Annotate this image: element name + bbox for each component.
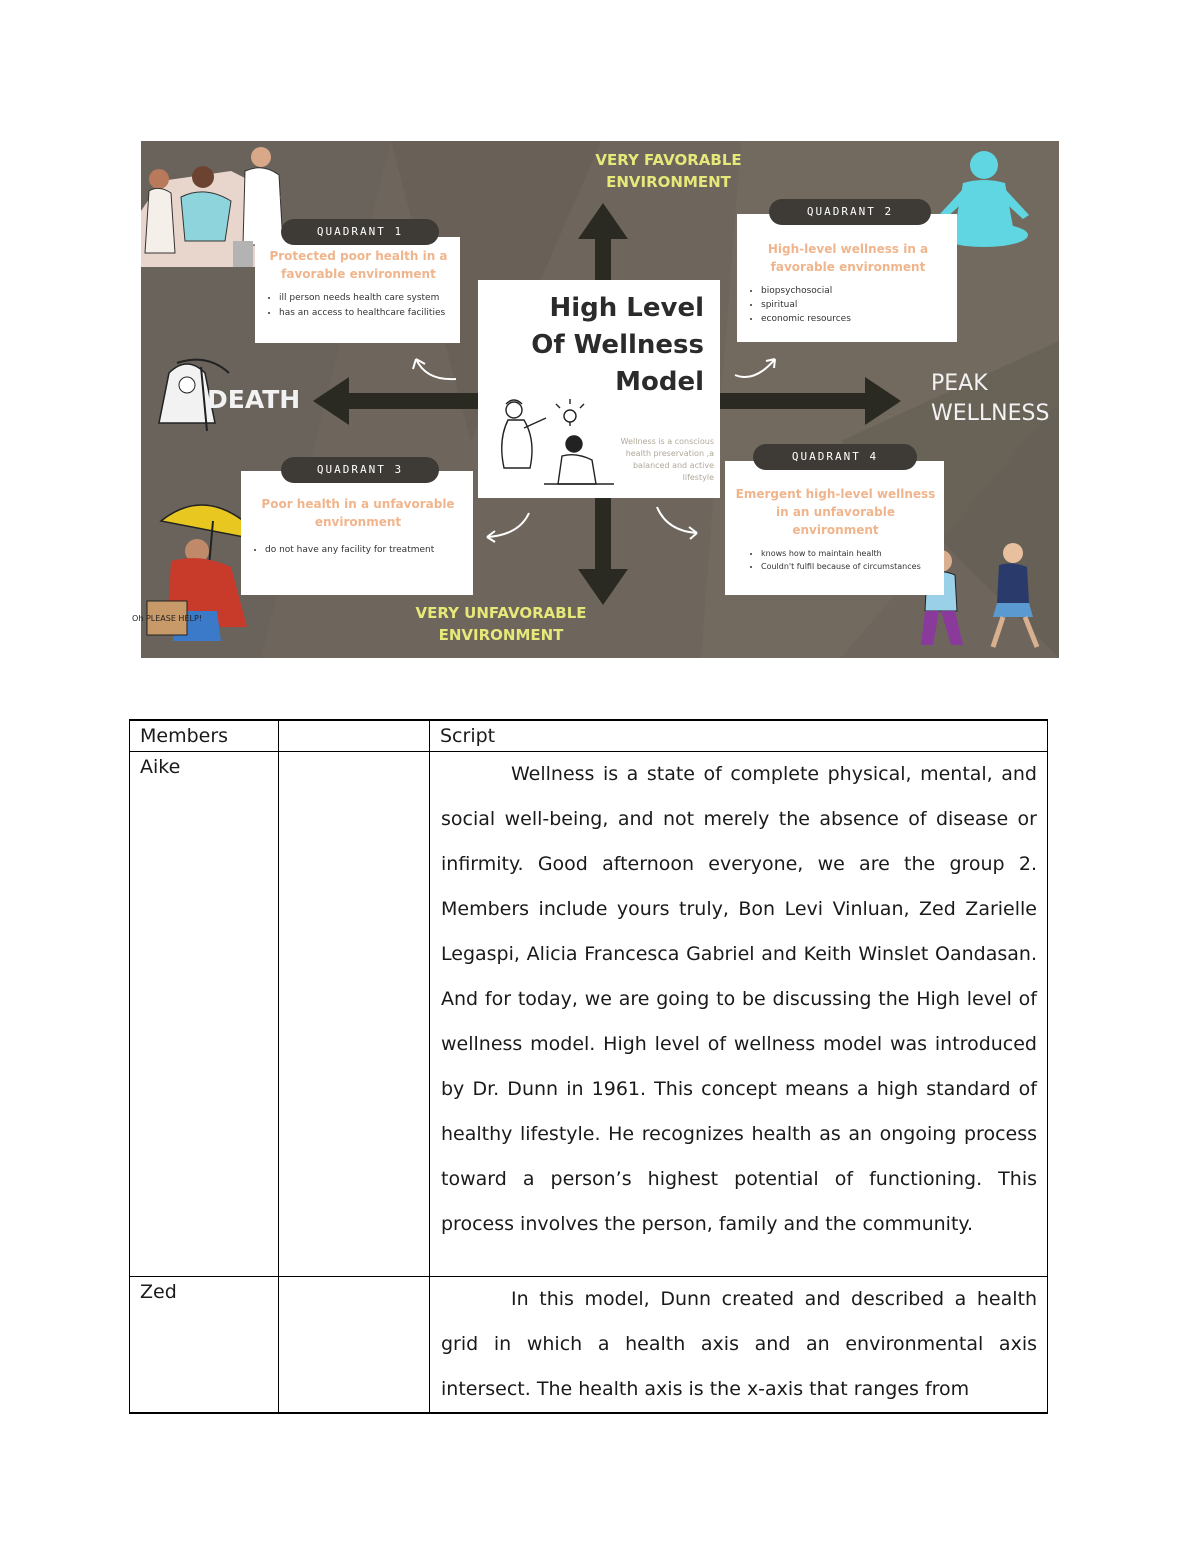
table-header-row	[130, 720, 1048, 752]
quadrant-4-title: Emergent high-level wellness in an unfavorable environment	[735, 487, 936, 537]
member-name: Aike	[130, 752, 279, 1277]
quadrant-1-title: Protected poor health in a favorable environment	[269, 249, 448, 281]
quadrant-2-bullets	[747, 284, 949, 326]
quadrant-4-bullet: • knows how to maintain health	[761, 547, 936, 560]
member-role	[279, 752, 430, 1277]
quadrant-1-bullet: • has an access to healthcare facilities	[279, 306, 452, 321]
quadrant-3-badge: QUADRANT 3	[281, 457, 439, 483]
peak-label-line1: PEAK	[931, 371, 988, 396]
script-text: Wellness is a state of complete physical, mental, and social well-being, and not merely the absence of disease or infirmity. Good afternoon everyone, we are the group 2. Members include yours truly, Bon Levi Vinluan, Zed Zarielle Legaspi, Alicia Francesca Gabriel and Keith Winslet Oandasan. And for today, we are going to be discussing the High level of wellness model. High level of wellness model was introduced by Dr. Dunn in 1961. This concept means a high standard of healthy lifestyle. He recognizes health as an ongoing process toward a person’s highest potential of functioning. This process involves the person, family and the community.	[441, 763, 1037, 1235]
script-cell	[430, 1277, 1048, 1414]
table-row	[130, 1277, 1048, 1414]
quadrant-1-badge: QUADRANT 1	[281, 219, 439, 245]
model-title-line1: High Level	[549, 293, 704, 323]
death-label: DEATH	[207, 385, 301, 414]
blank-header	[279, 720, 430, 752]
very-unfavorable-environment-label: VERY UNFAVORABLE ENVIRONMENT	[415, 604, 587, 644]
script-text: In this model, Dunn created and described a health grid in which a health axis and an environmental axis intersect. The health axis is the x-axis that ranges from	[441, 1288, 1037, 1400]
quadrant-3-bullet: • do not have any facility for treatment	[265, 543, 465, 558]
quadrant-3-card	[241, 471, 473, 595]
script-table	[129, 719, 1048, 1414]
model-title-line3: Model	[615, 367, 704, 397]
quadrant-2-title: High-level wellness in a favorable environment	[767, 242, 929, 274]
member-role	[279, 1277, 430, 1414]
very-favorable-environment-label: VERY FAVORABLE ENVIRONMENT	[595, 151, 742, 191]
model-title-line2: Of Wellness	[531, 330, 704, 360]
people-studying-illustration	[484, 398, 614, 494]
peak-label-line2: WELLNESS	[931, 401, 1050, 426]
members-header: Members	[130, 720, 279, 752]
quadrant-2-bullet: • spiritual	[761, 298, 949, 312]
model-title	[484, 290, 704, 401]
wellness-model-infographic	[132, 141, 1059, 658]
quadrant-4-card	[725, 461, 944, 595]
quadrant-2-badge: QUADRANT 2	[769, 199, 931, 225]
quadrant-4-bullet: • Couldn't fulfil because of circumstances	[761, 560, 936, 573]
quadrant-4-badge: QUADRANT 4	[753, 444, 917, 470]
center-title-card	[478, 280, 720, 498]
quadrant-3-title: Poor health in a unfavorable environment	[261, 497, 455, 529]
script-cell	[430, 752, 1048, 1277]
quadrant-1-bullets	[265, 291, 452, 321]
table-row	[130, 752, 1048, 1277]
quadrant-2-bullet: • economic resources	[761, 312, 949, 326]
quadrant-2-card	[737, 214, 957, 342]
quadrant-1-bullet: • ill person needs health care system	[279, 291, 452, 306]
quadrant-4-bullets	[735, 547, 936, 573]
quadrant-3-bullets	[251, 543, 465, 558]
quadrant-1-card	[255, 237, 460, 343]
model-description: Wellness is a conscious health preservation ,a balanced and active lifestyle	[620, 437, 714, 482]
quadrant-2-bullet: • biopsychosocial	[761, 284, 949, 298]
help-sign-text: Oh PLEASE HELP!	[132, 614, 202, 623]
member-name: Zed	[130, 1277, 279, 1414]
script-header: Script	[430, 720, 1048, 752]
peak-wellness-label	[931, 369, 1049, 429]
